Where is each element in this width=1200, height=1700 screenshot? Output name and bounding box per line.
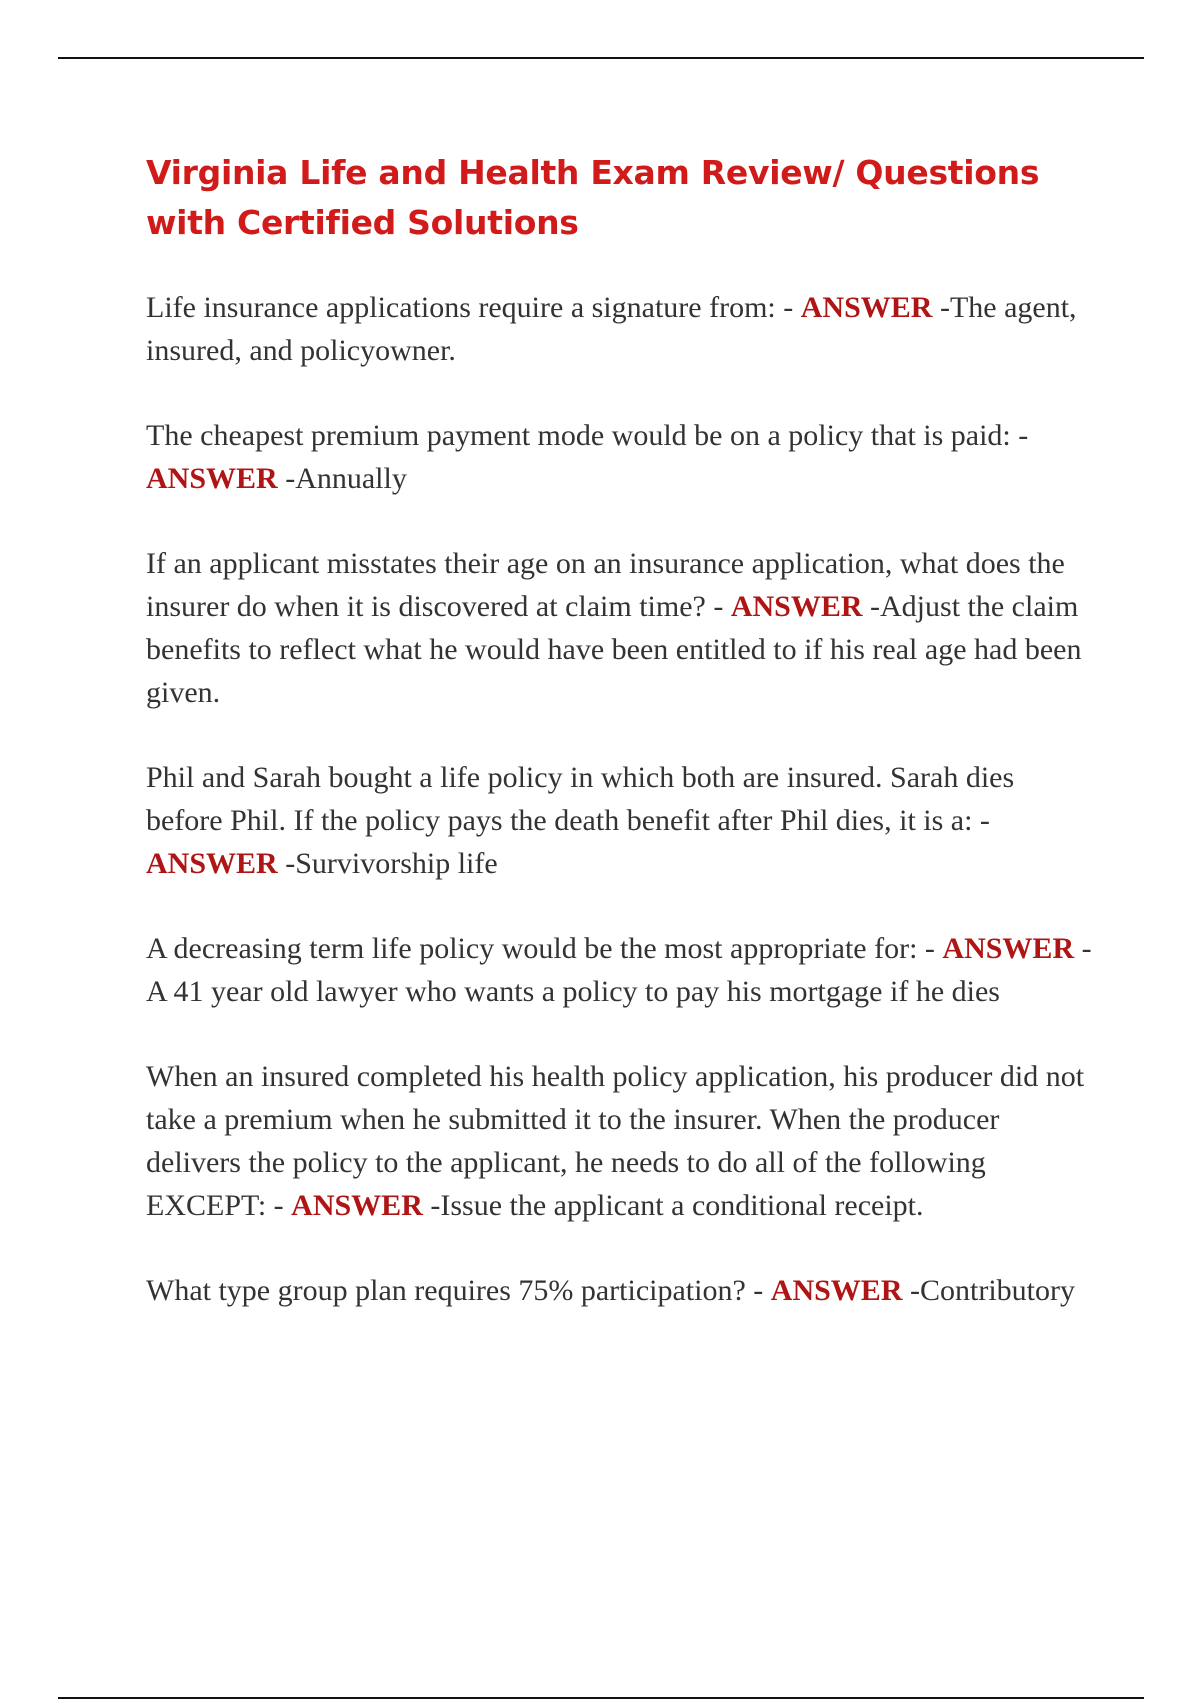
qa-item-6	[146, 1055, 1096, 1227]
question-text: If an applicant misstates their age on an insurance application, what does the insurer do when it is discovered at claim time? -	[146, 547, 1065, 623]
answer-text: -Issue the applicant a conditional receipt.	[422, 1189, 924, 1222]
answer-text: -Survivorship life	[277, 847, 498, 880]
question-text: Life insurance applications require a signature from: -	[146, 291, 801, 324]
top-divider	[58, 57, 1144, 59]
bottom-divider	[58, 1697, 1144, 1699]
document-title: Virginia Life and Health Exam Review/ Questions with Certified Solutions	[146, 153, 1040, 242]
question-text: A decreasing term life policy would be the most appropriate for: -	[146, 932, 943, 965]
document-page	[146, 148, 1096, 1354]
answer-label: ANSWER	[800, 291, 933, 324]
qa-item-4	[146, 756, 1096, 885]
qa-item-3	[146, 542, 1096, 714]
answer-text: -A 41 year old lawyer who wants a policy to pay his mortgage if he dies	[146, 932, 1092, 1008]
qa-item-2	[146, 414, 1096, 500]
answer-label: ANSWER	[730, 590, 863, 623]
answer-text: -The agent, insured, and policyowner.	[146, 291, 1077, 367]
question-text: When an insured completed his health policy application, his producer did not take a premium when he submitted it to the insurer. When the producer delivers the policy to the applicant, he needs to do all of the following EXCEPT: -	[146, 1060, 1085, 1222]
answer-label: ANSWER	[291, 1189, 423, 1222]
answer-text: -Annually	[277, 462, 407, 495]
answer-label: ANSWER	[146, 462, 278, 495]
answer-label: ANSWER	[942, 932, 1075, 965]
qa-item-1	[146, 286, 1096, 372]
question-text: What type group plan requires 75% participation? -	[146, 1274, 771, 1307]
qa-item-7	[146, 1269, 1096, 1312]
answer-label: ANSWER	[146, 847, 278, 880]
answer-text: -Contributory	[902, 1274, 1075, 1307]
answer-label: ANSWER	[770, 1274, 903, 1307]
answer-text: -Adjust the claim benefits to reflect what he would have been entitled to if his real age had been given.	[146, 590, 1082, 709]
qa-item-5	[146, 927, 1096, 1013]
question-text: Phil and Sarah bought a life policy in which both are insured. Sarah dies before Phil. If the policy pays the death benefit after Phil dies, it is a: -	[146, 761, 1015, 837]
question-text: The cheapest premium payment mode would be on a policy that is paid: -	[146, 419, 1029, 452]
